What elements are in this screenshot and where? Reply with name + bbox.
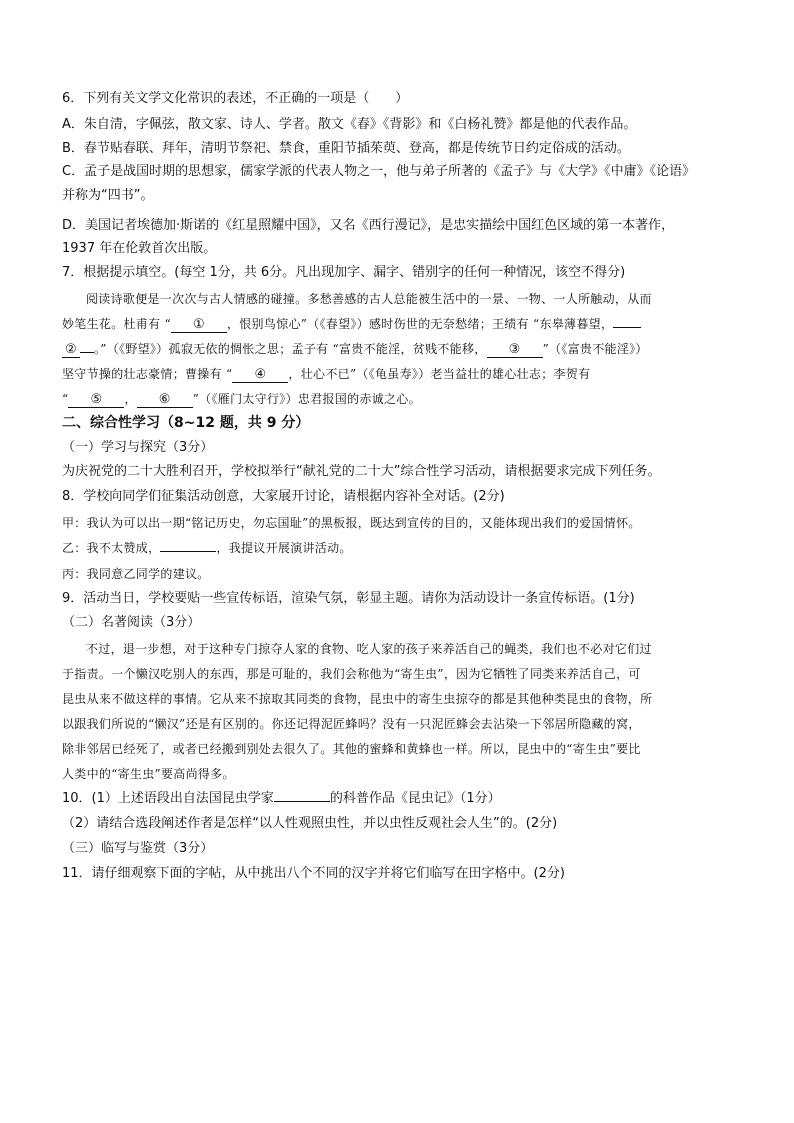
q6-option-d-line2: 1937 年在伦敦首次出版。 (62, 241, 217, 256)
q6-option-d-line1: D．美国记者埃德加·斯诺的《红星照耀中国》，又名《西行漫记》，是忠实描绘中国红色区域的第一本著作， (62, 218, 675, 233)
blank-number: ④ (254, 367, 267, 382)
q11-stem: 11．请仔细观察下面的字帖，从中挑出八个不同的汉字并将它们临写在田字格中。(2分) (62, 866, 565, 881)
q8-answer-blank[interactable] (160, 551, 216, 552)
fill-blank-6[interactable] (137, 392, 193, 408)
activity-intro: 为庆祝党的二十大胜利召开，学校拟举行“献礼党的二十大”综合性学习活动，请根据要求完成下列任务。 (62, 464, 661, 479)
q7-text: ”（《富贵不能淫》） (542, 342, 648, 356)
q8-stem: 8．学校向同学们征集活动创意，大家展开讨论，请根据内容补全对话。(2分) (62, 489, 505, 504)
subsection-calligraphy: （三）临写与鉴赏（3分） (62, 841, 214, 856)
q10-text: 10．(1）上述语段出自法国昆虫学家 (62, 791, 274, 806)
fill-blank-4[interactable] (232, 367, 288, 383)
q10-text: 的科普作品《昆虫记》（1分） (329, 791, 501, 806)
subsection-classics: （二）名著阅读（3分） (62, 615, 201, 630)
reading-line3: 昆虫从来不做这样的事情。它从来不掠取其同类的食物，昆虫中的寄生虫掠夺的都是其他种类昆虫的食物，所 (62, 692, 653, 706)
blank-number: ① (192, 317, 205, 332)
q7-passage-line1: 阅读诗歌便是一次次与古人情感的碰撞。多愁善感的古人总能被生活中的一景、一物、一人所触动，从而 (86, 292, 652, 306)
q9-stem: 9．活动当日，学校要贴一些宣传标语，渲染气氛，彰显主题。请你为活动设计一条宣传标语。(1分) (62, 591, 635, 606)
subsection-study: （一）学习与探究（3分） (62, 440, 214, 455)
q6-option-c-line1: C．孟子是战国时期的思想家，儒家学派的代表人物之一，他与弟子所著的《孟子》与《大学》《中庸》《论语》 (62, 164, 696, 179)
q7-passage-line4 (62, 365, 764, 383)
q6-option-c-line2: 并称为“四书”。 (62, 188, 154, 203)
dialogue-yi (62, 539, 764, 557)
q8-text: 乙：我不太赞成， (62, 541, 161, 555)
blank-number: ③ (508, 342, 521, 357)
q7-text: ， (124, 392, 137, 406)
fill-blank-1[interactable] (171, 317, 227, 333)
dialogue-jia: 甲：我认为可以出一期“铭记历史，勿忘国耻”的黑板报，既达到宣传的目的，又能体现出我们的爱国情怀。 (62, 516, 641, 530)
q10-answer-blank[interactable] (274, 801, 330, 802)
fill-blank-5[interactable] (68, 392, 124, 408)
fill-blank-2[interactable] (62, 342, 80, 358)
q6-stem: 6．下列有关文学文化常识的表述，不正确的一项是（ ） (62, 91, 409, 106)
q6-option-b: B．春节贴春联、拜年，清明节祭祀、禁食，重阳节插茱萸、登高，都是传统节日约定俗成的活动。 (62, 141, 630, 156)
q8-text: ，我提议开展演讲活动。 (216, 541, 352, 555)
q7-text: ”（《雁门太守行》）忠君报国的赤诚之心。 (192, 392, 421, 406)
fill-blank-3[interactable] (487, 342, 543, 358)
q10-part2: （2）请结合选段阐述作者是怎样“以人性观照虫性，并以虫性反观社会人生”的。(2分) (62, 816, 558, 831)
q7-text: 。”（《野望》）孤寂无依的惆怅之思；孟子有 “富贵不能淫，贫贱不能移， (94, 342, 487, 356)
q7-passage-line2 (62, 315, 764, 333)
q7-passage-line3 (62, 340, 764, 358)
q7-text: “ (62, 392, 69, 406)
blank-number: ② (65, 342, 77, 357)
dialogue-bing: 丙：我同意乙同学的建议。 (62, 567, 210, 581)
q7-text: ，壮心不已”（《龟虽寿》）老当益壮的雄心壮志；李贺有 (288, 367, 591, 381)
reading-line6: 人类中的“寄生虫”要高尚得多。 (62, 767, 235, 781)
q7-text: 妙笔生花。杜甫有 “ (62, 317, 171, 331)
q7-text: 坚守节操的壮志豪情；曹操有 “ (62, 367, 233, 381)
fill-blank-2-end[interactable] (80, 352, 94, 353)
q7-stem: 7．根据提示填空。(每空 1分，共 6分。凡出现加字、漏字、错别字的任何一种情况，该空不得分) (62, 265, 626, 280)
reading-line2: 于指责。一个懒汉吃别人的东西，那是可耻的，我们会称他为“寄生虫”，因为它牺牲了同类来养活自己，可 (62, 667, 641, 681)
reading-line5: 除非邻居已经死了，或者已经搬到别处去很久了。其他的蜜蜂和黄蜂也一样。所以，昆虫中的“寄生虫”要比 (62, 742, 641, 756)
fill-blank-2-start[interactable] (613, 327, 641, 328)
reading-line4: 以跟我们所说的“懒汉”还是有区别的。你还记得泥匠蜂吗？没有一只泥匠蜂会去沾染一下邻居所隐藏的窝， (62, 717, 641, 731)
reading-line1: 不过，退一步想，对于这种专门掠夺人家的食物、吃人家的孩子来养活自己的蝇类，我们也不必对它们过 (86, 642, 652, 656)
blank-number: ⑥ (158, 392, 171, 407)
section2-heading: 二、综合性学习（8~12 题，共 9 分） (62, 415, 310, 431)
blank-number: ⑤ (90, 392, 103, 407)
q10-part1 (62, 790, 764, 808)
q7-passage-line5 (62, 390, 764, 408)
q6-option-a: A．朱自清，字佩弦，散文家、诗人、学者。散文《春》《背影》和《白杨礼赞》都是他的代表作品。 (62, 117, 637, 132)
q7-text: ，恨别鸟惊心”（《春望》）感时伤世的无奈愁绪；王绩有 “东皋薄暮望， (226, 317, 614, 331)
